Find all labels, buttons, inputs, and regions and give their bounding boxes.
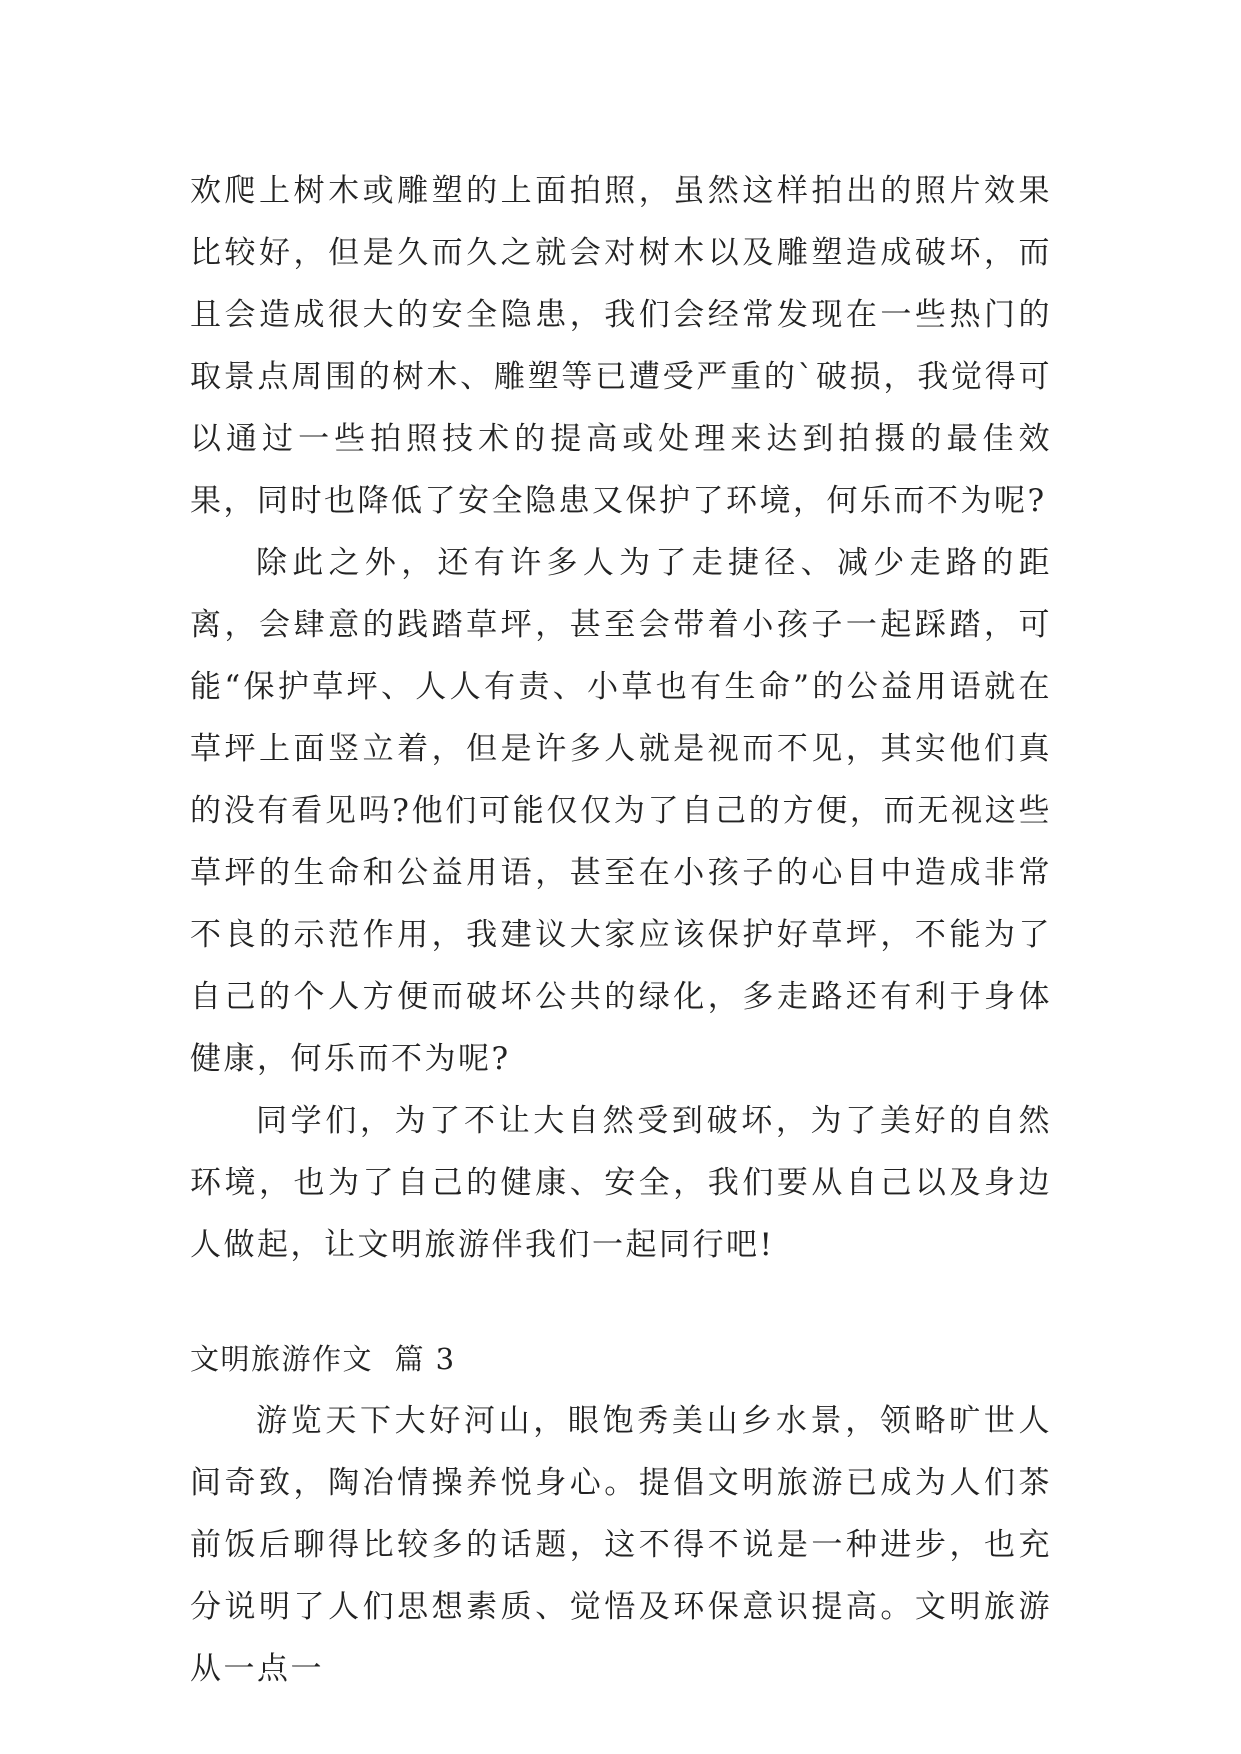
paragraph-lawn: 除此之外，还有许多人为了走捷径、减少走路的距离，会肆意的践踏草坪，甚至会带着小孩子一起踩踏，可能“保护草坪、人人有责、小草也有生命”的公益用语就在草坪上面竖立着，但是许多人就是视而不见，其实他们真的没有看见吗?他们可能仅仅为了自己的方便，而无视这些草坪的生命和公益用语，甚至在小孩子的心目中造成非常不良的示范作用，我建议大家应该保护好草坪，不能为了自己的个人方便而破坏公共的绿化，多走路还有利于身体健康，何乐而不为呢? (190, 545, 1052, 1077)
paragraph-continued: 欢爬上树木或雕塑的上面拍照，虽然这样拍出的照片效果比较好，但是久而久之就会对树木以及雕塑造成破坏，而且会造成很大的安全隐患，我们会经常发现在一些热门的取景点周围的树木、雕塑等已遭受严重的`破损，我觉得可以通过一些拍照技术的提高或处理来达到拍摄的最佳效果，同时也降低了安全隐患又保护了环境，何乐而不为呢? (190, 173, 1052, 519)
paragraph-conclusion: 同学们，为了不让大自然受到破坏，为了美好的自然环境，也为了自己的健康、安全，我们要从自己以及身边人做起，让文明旅游伴我们一起同行吧! (190, 1103, 1052, 1263)
paragraph-section3-intro: 游览天下大好河山，眼饱秀美山乡水景，领略旷世人间奇致，陶冶情操养悦身心。提倡文明旅游已成为人们茶前饭后聊得比较多的话题，这不得不说是一种进步，也充分说明了人们思想素质、觉悟及环保意识提高。文明旅游从一点一 (190, 1403, 1052, 1687)
section-title: 文明旅游作文 (190, 1342, 374, 1376)
document-page (190, 160, 1052, 1700)
section-spacer (373, 1342, 394, 1376)
section-part-number: 篇 3 (394, 1342, 456, 1376)
section-heading (190, 1328, 1052, 1390)
